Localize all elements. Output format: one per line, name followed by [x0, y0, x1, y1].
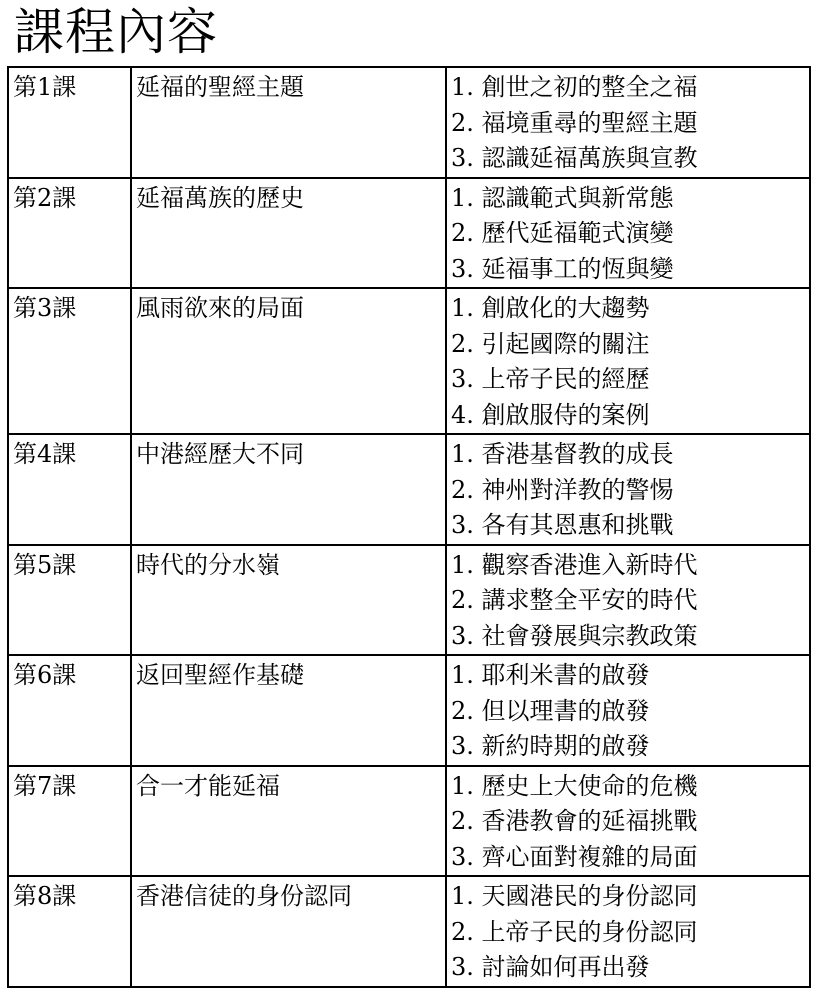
- topic-item: 2. 引起國際的關注: [451, 329, 650, 358]
- lesson-number: 第6課: [8, 655, 131, 766]
- topic-item: 3. 認識延福萬族與宣教: [451, 144, 698, 172]
- lesson-row: [8, 67, 810, 178]
- lesson-name: 風雨欲來的局面: [131, 288, 446, 434]
- lesson-topics: [446, 434, 810, 545]
- lesson-row: [8, 766, 810, 877]
- lesson-name: 延福萬族的歷史: [131, 178, 446, 289]
- topic-item: 1. 認識範式與新常態: [451, 183, 674, 212]
- lesson-row: [8, 545, 810, 656]
- lesson-name: 延福的聖經主題: [131, 67, 446, 178]
- lesson-number: 第7課: [8, 766, 131, 877]
- topic-item: 2. 但以理書的啟發: [451, 696, 650, 725]
- topic-item: 1. 創啟化的大趨勢: [451, 294, 650, 322]
- topic-item: 1. 歷史上大使命的危機: [451, 771, 698, 800]
- topic-item: 1. 創世之初的整全之福: [451, 73, 698, 101]
- lesson-number: 第5課: [8, 545, 131, 656]
- topic-item: 2. 講求整全平安的時代: [451, 586, 698, 614]
- topic-item: 2. 香港教會的延福挑戰: [451, 807, 698, 835]
- lesson-number: 第3課: [8, 288, 131, 434]
- lesson-number: 第2課: [8, 178, 131, 289]
- topic-item: 1. 天國港民的身份認同: [451, 882, 698, 910]
- lesson-name: 中港經歷大不同: [131, 434, 446, 545]
- topic-item: 3. 社會發展與宗教政策: [451, 621, 698, 650]
- lesson-row: [8, 178, 810, 289]
- topic-item: 2. 神州對洋教的警惕: [451, 475, 674, 504]
- lesson-row: [8, 655, 810, 766]
- lesson-number: 第4課: [8, 434, 131, 545]
- topic-item: 3. 上帝子民的經歷: [451, 365, 650, 393]
- topic-item: 3. 新約時期的啟發: [451, 732, 650, 760]
- topic-item: 1. 香港基督教的成長: [451, 440, 674, 468]
- topic-item: 4. 創啟服侍的案例: [451, 400, 650, 429]
- lesson-topics: [446, 178, 810, 289]
- topic-item: 2. 上帝子民的身份認同: [451, 917, 698, 946]
- lesson-topics: [446, 67, 810, 178]
- lesson-number: 第8課: [8, 876, 131, 987]
- course-table-body: [8, 67, 810, 987]
- lesson-number: 第1課: [8, 67, 131, 178]
- topic-item: 2. 福境重尋的聖經主題: [451, 108, 698, 137]
- lesson-topics: [446, 655, 810, 766]
- lesson-name: 合一才能延福: [131, 766, 446, 877]
- topic-item: 3. 各有其恩惠和挑戰: [451, 511, 674, 539]
- lesson-topics: [446, 288, 810, 434]
- lesson-topics: [446, 545, 810, 656]
- lesson-topics: [446, 876, 810, 987]
- lesson-row: [8, 288, 810, 434]
- lesson-name: 時代的分水嶺: [131, 545, 446, 656]
- lesson-row: [8, 434, 810, 545]
- topic-item: 2. 歷代延福範式演變: [451, 219, 674, 247]
- topic-item: 1. 耶利米書的啟發: [451, 661, 650, 689]
- page-title: 課程內容: [14, 3, 218, 61]
- topic-item: 3. 討論如何再出發: [451, 953, 650, 981]
- topic-item: 3. 延福事工的恆與變: [451, 254, 674, 283]
- lesson-row: [8, 876, 810, 987]
- lesson-name: 香港信徒的身份認同: [131, 876, 446, 987]
- lesson-topics: [446, 766, 810, 877]
- topic-item: 1. 觀察香港進入新時代: [451, 550, 698, 579]
- topic-item: 3. 齊心面對複雜的局面: [451, 842, 698, 871]
- course-table: [7, 66, 811, 988]
- lesson-name: 返回聖經作基礎: [131, 655, 446, 766]
